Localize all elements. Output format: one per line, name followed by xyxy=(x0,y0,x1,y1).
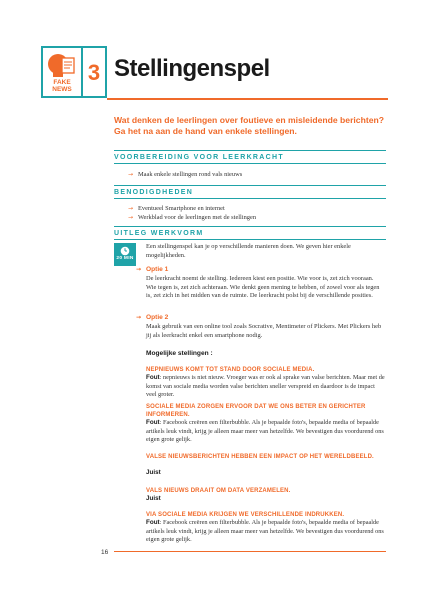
list-item-text: Maak enkele stellingen rond vals nieuws xyxy=(138,171,243,178)
statement-heading: VIA SOCIALE MEDIA KRIJGEN WE VERSCHILLENDE INDRUKKEN. xyxy=(146,512,345,518)
option-2-text: Maak gebruik van een online tool zoals Socrative, Mentimeter of Plickers. Met Plickers heb jij als leerkracht enkel een smartphone nodig. xyxy=(146,323,382,339)
statement-answer xyxy=(146,469,386,478)
statement-verdict: Juist xyxy=(146,495,161,502)
option-1-label xyxy=(136,266,169,273)
page-title: Stellingenspel xyxy=(114,55,270,82)
footer-divider xyxy=(114,551,386,552)
statement-verdict: Juist xyxy=(146,469,161,476)
chapter-number-box xyxy=(83,46,107,98)
werkvorm-intro: Een stellingenspel kan je op verschillende manieren doen. We geven hier enkele mogelijkheden. xyxy=(146,243,351,259)
statement-verdict: Fout xyxy=(146,374,160,381)
statement-verdict: Fout xyxy=(146,519,160,526)
statement-verdict: Fout xyxy=(146,419,160,426)
arrow-right-icon: → xyxy=(128,171,134,178)
statement-heading: VALS NIEUWS DRAAIT OM DATA VERZAMELEN. xyxy=(146,488,291,494)
fake-news-logo xyxy=(41,46,83,98)
arrow-right-icon: → xyxy=(136,266,142,273)
section-heading-benodigdheden: BENODIGDHEDEN xyxy=(114,185,386,199)
statement-explanation: : nepnieuws is niet nieuw. Vroeger was er ook al sprake van valse berichten. Maar met de komst van sociale media worden valse berichten sneller verspreid en daardoor is de impact veel groter. xyxy=(146,374,385,398)
statement-heading: SOCIALE MEDIA ZORGEN ERVOOR DAT WE ONS BETER EN GERICHTER INFORMEREN. xyxy=(146,404,366,419)
option-1-label-text: Optie 1 xyxy=(146,266,169,273)
list-item-text: Werkblad voor de leerlingen met de stellingen xyxy=(138,214,257,221)
statement-explanation: : Facebook creëren een filterbubble. Als je bepaalde foto's, bepaalde media of bepaalde artikels leuk vindt, krijg je alleen maar meer van hetzelfde. We bevestigen dus voordurend ons eigen grote gelijk. xyxy=(146,419,384,443)
statements-heading: Mogelijke stellingen : xyxy=(146,350,213,357)
arrow-right-icon: → xyxy=(128,214,134,221)
clock-icon xyxy=(120,246,130,256)
list-item xyxy=(128,213,378,222)
statement-heading: VALSE NIEUWSBERICHTEN HEBBEN EEN IMPACT OP HET WERELDBEELD. xyxy=(146,454,374,460)
page-number: 16 xyxy=(101,549,109,556)
duration-label: 20 MIN xyxy=(116,256,134,261)
statement-answer xyxy=(146,495,386,504)
title-divider xyxy=(107,98,388,100)
statement-answer xyxy=(146,374,386,400)
statement-answer xyxy=(146,419,386,445)
statement-answer xyxy=(146,519,386,545)
duration-badge xyxy=(114,243,136,266)
list-item-text: Eventueel Smartphone en internet xyxy=(138,205,225,212)
statement-heading: NEPNIEUWS KOMT TOT STAND DOOR SOCIALE MEDIA. xyxy=(146,367,315,373)
intro-text: Wat denken de leerlingen over foutieve en misleidende berichten? Ga het na aan de hand van enkele stellingen. xyxy=(114,115,384,136)
arrow-right-icon: → xyxy=(128,205,134,212)
option-2-label xyxy=(136,314,169,321)
arrow-right-icon: → xyxy=(136,314,142,321)
statement-explanation: : Facebook creëren een filterbubble. Als je bepaalde foto's, bepaalde media of bepaalde artikels leuk vindt, krijg je alleen maar meer van hetzelfde. We bevestigen dus voordurend ons eigen grote gelijk. xyxy=(146,519,384,543)
section-heading-werkvorm: UITLEG WERKVORM xyxy=(114,226,386,240)
option-1-text: De leerkracht noemt de stelling. Iedereen kiest een positie. Wie voor is, zet zich vooraan. Wie tegen is, zet zich achteraan. Wie denkt geen mening te hebben, of zowel voor als tegen is, zet zich in het midden van de ruimte. De leerkracht polst bij de verschillende posities. xyxy=(146,275,380,300)
list-item xyxy=(128,170,378,179)
logo-text-fake: FAKE xyxy=(53,79,71,86)
list-item xyxy=(128,204,378,213)
logo-text-news: NEWS xyxy=(52,86,72,93)
option-2-label-text: Optie 2 xyxy=(146,314,169,321)
section-heading-voorbereiding: VOORBEREIDING VOOR LEERKRACHT xyxy=(114,150,386,164)
chapter-number: 3 xyxy=(87,60,101,85)
fake-news-head-icon xyxy=(43,48,81,96)
